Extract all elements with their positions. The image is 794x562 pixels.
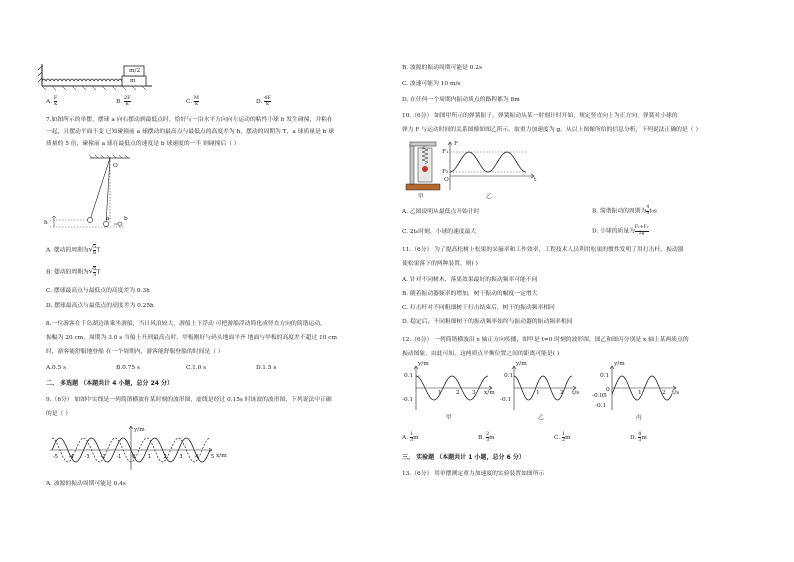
q10-fig-t: t <box>534 177 537 183</box>
q12-option-c[interactable]: C. $\frac{1}{2}$ m <box>554 431 571 443</box>
q9-tick-label: 0 <box>132 454 136 460</box>
q10-fig-yi: 乙 <box>486 194 492 200</box>
q9-wave-figure <box>46 424 216 472</box>
q6-option-c[interactable]: C. $\frac{M}{k}$ <box>186 95 200 107</box>
q6-option-d[interactable]: D. $\frac{4F}{k}$ <box>256 95 271 107</box>
q11-text-line2: 使松果落下的两种装置，则( ) <box>402 261 478 267</box>
q12-bing-tick-2: 2 <box>662 390 666 396</box>
q12-bing-tick-1: 1 <box>638 390 642 396</box>
q9-tick-label: -5 <box>53 454 58 460</box>
q12-bing-bottom: -0.1 <box>595 403 607 409</box>
q8-option-b[interactable]: B.0.75 s <box>116 365 140 371</box>
q12-bing-top: 0.1 <box>600 373 610 379</box>
q12-bing-zero: 0 <box>606 387 610 393</box>
q12-bing-mid: -0.05 <box>592 393 607 399</box>
q12-bing-xlabel: t/s <box>672 390 680 396</box>
spring-block-figure <box>42 64 162 90</box>
q9-tick-label: 3 <box>179 454 183 460</box>
q9-option-a[interactable]: A. 波源的振动周期可能是 0.4s <box>46 481 126 487</box>
pendulum-figure <box>50 156 140 238</box>
q9-tick-label: 1 <box>147 454 151 460</box>
q7-option-a[interactable]: A. 摆动的周期为√ $\frac{5}{6}$ T <box>46 244 101 256</box>
q7-text-line2: 一起，且摆动平面不变 已知碰撞前 a 球摆动的最高点与最低点的高度差为 h，摆动的周期为 T，a 球质量是 b 球 <box>46 129 335 135</box>
q13-text: 13.（6分） 用单摆测定重力加速度的实验装置如图所示 <box>402 471 545 477</box>
q12-graph-yi <box>506 364 578 412</box>
block-label-bottom: m <box>130 78 136 84</box>
q7-text-line3: 质量的 5 倍，碰撞前 a 球在最低点的速度是 b 球速度的一半 则碰撞后（ ） <box>46 141 240 147</box>
q10-text-line1: 10.（6分） 如图甲所示的弹簧振子，弹簧振动从某一时刻计时开始，规定竖直向上为正方向，弹簧对小球的 <box>402 113 678 119</box>
q7-option-b[interactable]: B. 摆动的周期为√ $\frac{6}{5}$ T <box>46 266 101 278</box>
q10-option-a[interactable]: A. 乙图说明从最低点开始计时 <box>402 209 480 215</box>
q8-option-d[interactable]: D.1.5 s <box>256 365 277 371</box>
q9-ylabel: y/m <box>134 427 145 433</box>
q12-jia-caption: 甲 <box>446 415 452 421</box>
q10-fig-o: O <box>444 177 449 183</box>
q10-option-d[interactable]: D. 小球的质量为 $\frac{\text{F₁+F₂}}{2g}$ <box>592 225 649 236</box>
q8-text-line1: 8.一位游客在千岛湖边欲乘坐游船，当日风浪较大，游船上下浮动 可把游船浮动简化成竖直方向的简谐运动， <box>46 321 326 327</box>
q9-xlabel: x/m <box>216 453 227 459</box>
q12-option-d[interactable]: D. $\frac{4}{3}$ m <box>630 431 647 443</box>
q12-jia-ylabel: y/m <box>418 361 429 367</box>
q12-yi-tick-1: 1 <box>536 390 540 396</box>
q9-tick-label: 2 <box>163 454 167 460</box>
q10-option-c[interactable]: C. 2t₀时刻，小球的速度最大 <box>402 229 477 235</box>
q12-jia-tick-2: 2 <box>456 390 460 396</box>
q12-jia-top: 0.1 <box>404 373 414 379</box>
q11-option-a[interactable]: A. 针对不同树木，落果效果最好的振动频率可能不同 <box>402 277 538 283</box>
q12-jia-tick-1: 1 <box>438 390 442 396</box>
q7-option-c[interactable]: C. 摆球最高点与最低点的高度差为 0.3h <box>46 288 150 294</box>
q9-tick-label: -2 <box>100 454 106 460</box>
q12-yi-bottom: -0.1 <box>500 397 512 403</box>
q9-tick-label: -3 <box>84 454 90 460</box>
q6-option-a[interactable]: A. $\frac{F}{k}$ <box>46 95 58 107</box>
q12-yi-caption: 乙 <box>538 415 544 421</box>
q7-option-d[interactable]: D. 摆球最高点与最低点的高度差为 0.25h <box>46 303 154 309</box>
q8-option-c[interactable]: C.1.0 s <box>186 365 207 371</box>
q10-fig-f1: F₁ <box>442 149 449 155</box>
block-label-top: m/2 <box>129 68 141 74</box>
section-3-heading: 三、 实验题 （本题共计 1 小题，总分 6 分） <box>402 454 525 461</box>
q12-yi-xlabel: t/s <box>572 390 580 396</box>
q11-text-line1: 11.（6分） 为了提高松树上松果的采摘率和工作效率，工程技术人员利用松果的惯性发明了用打击杆、振动器 <box>402 247 684 253</box>
q10-option-b[interactable]: B. 简谐振动的周期为 $\frac{4}{3}$ t₀s <box>592 205 657 216</box>
q9-option-c[interactable]: C. 波速可能为 10 m/s <box>402 81 461 87</box>
q10-fig-jia: 甲 <box>418 194 424 200</box>
q12-bing-ylabel: y/m <box>614 361 625 367</box>
q9-text-line1: 9.（6分） 如图中实线是一列简谐横波在某时刻的波形图，虚线是经过 0.15s 时该波的波形图，下列说法中正确 <box>46 397 332 403</box>
left-column <box>32 0 412 562</box>
q8-text-line3: 时，游客能舒服地登船 在一个周期内，游客能舒服登船的时间是（ ） <box>46 349 224 355</box>
q12-option-a[interactable]: A. $\frac{1}{3}$ m <box>402 431 419 443</box>
right-column <box>402 0 782 562</box>
q7-text-line1: 7.如图所示的单摆，摆球 a 向右摆动到最低点时，恰好与一沿水平方向向左运动的粘性小球 b 发生碰撞，并粘在 <box>46 117 333 123</box>
q12-jia-tick-3: 3 <box>472 390 476 396</box>
pendulum-label-b: b <box>124 216 128 222</box>
q9-tick-label: -4 <box>68 454 74 460</box>
q6-option-b[interactable]: B. $\frac{2F}{k}$ <box>116 95 131 107</box>
q9-tick-label: 5 <box>211 454 215 460</box>
q11-option-c[interactable]: C. 打击杆对不同粗细树干打击结束后，树干的振动频率相同 <box>402 305 555 311</box>
spring-oscillator-figure <box>406 140 442 192</box>
q10-fig-f2: F₂ <box>442 169 449 175</box>
q10-fig-f-label: F <box>454 141 459 147</box>
pendulum-label-o: O <box>113 163 118 169</box>
q10-force-graph <box>446 140 536 192</box>
q11-option-b[interactable]: B. 随着振动器频率的增加，树干振动的幅度一定增大 <box>402 291 538 297</box>
q8-option-a[interactable]: A.0.5 s <box>46 365 67 371</box>
q9-tick-label: -1 <box>116 454 122 460</box>
pendulum-label-a: a <box>106 216 110 222</box>
pendulum-label-h: h <box>44 220 48 226</box>
section-2-heading: 二、 多选题 （本题共计 4 小题，总分 24 分） <box>46 380 174 387</box>
q12-text-line1: 12.（6分） 一列简谐横波沿 x 轴正方向传播，图甲是 t=0 时刻的波形图，图乙和图丙分别是 x 轴上某两质点的 <box>402 337 689 343</box>
q9-option-b[interactable]: B. 波源的振动周期可能是 0.2s <box>402 65 482 71</box>
q12-yi-ylabel: y/m <box>516 361 527 367</box>
q12-jia-xlabel: x/m <box>484 390 495 396</box>
q12-text-line2: 振动图象，由此可知，这两质点平衡位置之间的距离可能是( ) <box>402 351 560 357</box>
q11-option-d[interactable]: D. 稳定后，不同粗细树干的振动频率始终与振动器的振动频率相同 <box>402 319 573 325</box>
q12-jia-bottom: -0.1 <box>402 397 414 403</box>
q12-yi-top: 0.1 <box>504 373 514 379</box>
q12-option-b[interactable]: B. $\frac{2}{3}$ m <box>478 431 495 443</box>
q10-text-line2: 弹力 F 与运动时间的关系图像如图乙所示，取重力加速度为 g，从以上图像所给的信息分析，下列说法正确的是（ ） <box>402 127 702 133</box>
q9-tick-label: 4 <box>195 454 199 460</box>
q12-bing-caption: 丙 <box>636 415 642 421</box>
q12-graph-bing <box>598 364 678 412</box>
q8-text-line2: 振幅为 20 cm，周期为 3.0 s 当船上升到最高点时，甲板刚好与码头地面平齐 地面与甲板的高度差不超过 10 cm <box>46 335 338 341</box>
q9-option-d[interactable]: D. 在任何一个周期内振动质点的路程都为 8m <box>402 97 520 103</box>
q12-yi-tick-2: 2 <box>560 390 564 396</box>
q12-graph-jia <box>406 364 494 412</box>
q9-text-line2: 的是（ ） <box>46 411 72 417</box>
